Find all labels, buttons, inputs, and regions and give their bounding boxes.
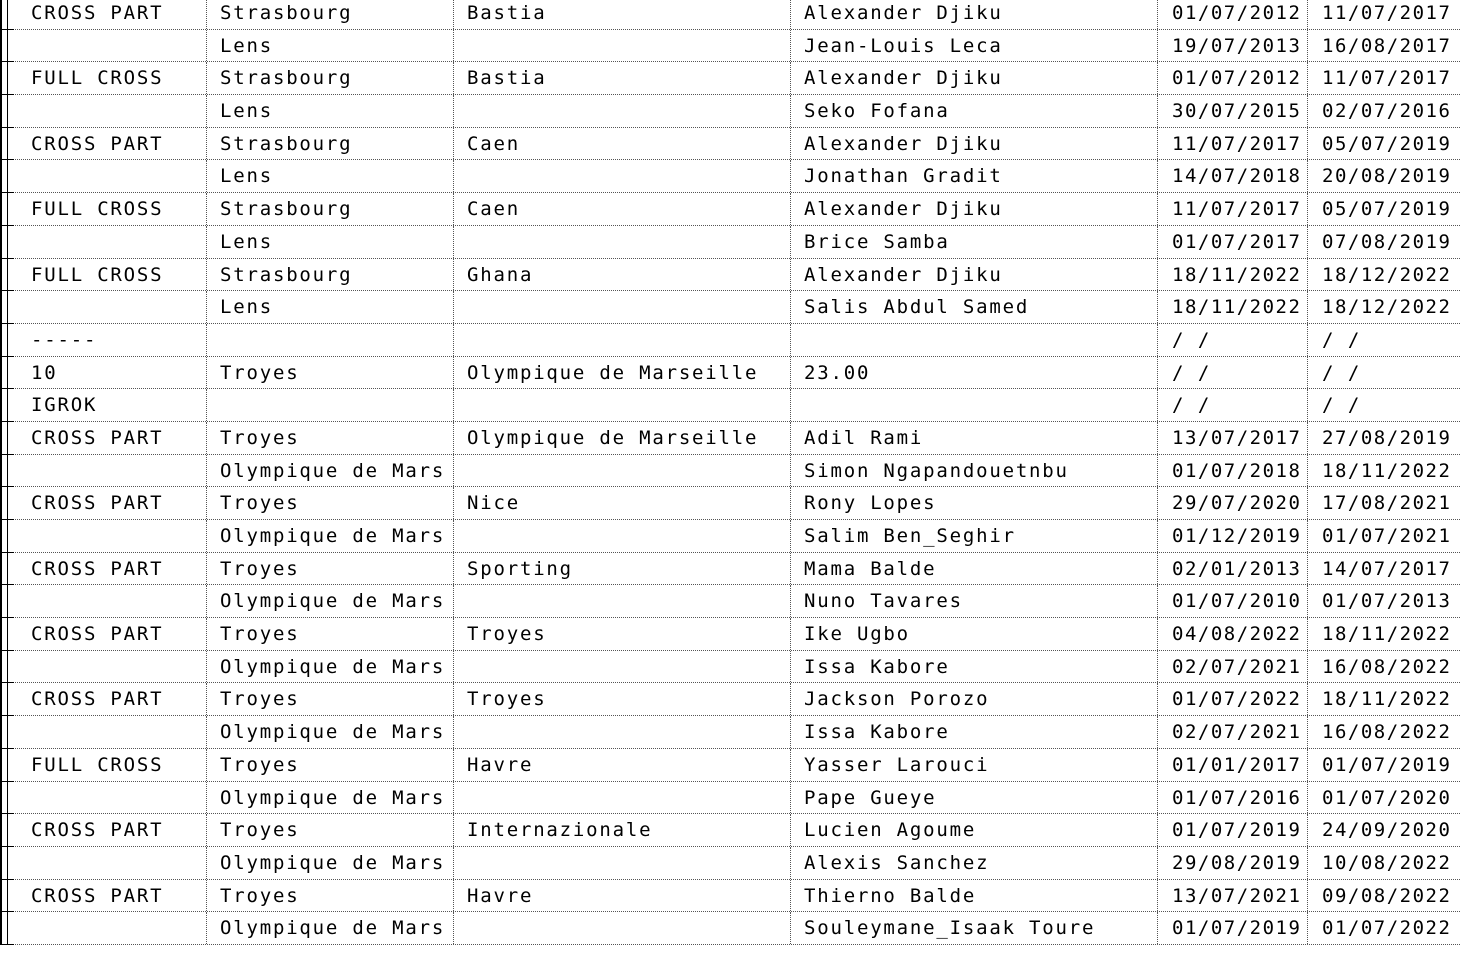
player-cell: Thierno Balde (791, 880, 1158, 912)
other-club-cell (454, 782, 791, 814)
table-row[interactable] (0, 95, 1460, 128)
end-date-cell: 05/07/2019 (1322, 198, 1452, 221)
start-date-cell: 11/07/2017 (1158, 128, 1308, 160)
other-club-cell (454, 585, 791, 617)
club-cell (207, 324, 454, 356)
other-club-cell (454, 716, 791, 748)
end-date-cell: 27/08/2019 (1322, 426, 1452, 449)
table-row[interactable] (0, 193, 1460, 226)
club-cell: Troyes (207, 749, 454, 781)
start-date-cell: 04/08/2022 (1158, 618, 1308, 650)
player-cell: Jean-Louis Leca (791, 30, 1158, 62)
other-club-cell (454, 160, 791, 192)
table-row[interactable] (0, 291, 1460, 324)
end-date-cell: 01/07/2021 (1322, 525, 1452, 547)
player-cell: Alexis Sanchez (791, 847, 1158, 879)
type-cell: CROSS PART (18, 0, 207, 29)
club-cell: Lens (207, 95, 454, 127)
player-cell: Ike Ugbo (791, 618, 1158, 650)
club-cell: Olympique de Mars (207, 651, 454, 683)
table-row[interactable] (0, 30, 1460, 63)
table-row[interactable] (0, 128, 1460, 161)
end-date-cell: 18/11/2022 (1322, 459, 1452, 482)
start-date-cell: 11/07/2017 (1158, 193, 1308, 225)
type-cell (18, 716, 207, 748)
end-date-cell: 01/07/2013 (1322, 590, 1452, 613)
end-date-cell: / / (1322, 328, 1361, 351)
table-row[interactable] (0, 782, 1460, 815)
start-date-cell: 14/07/2018 (1158, 160, 1308, 192)
end-date-cell: 16/08/2022 (1322, 721, 1452, 744)
other-club-cell (454, 651, 791, 683)
club-cell: Olympique de Mars (207, 520, 454, 552)
player-cell: Issa Kabore (791, 716, 1158, 748)
other-club-cell: Ghana (454, 259, 791, 291)
player-cell: Rony Lopes (791, 487, 1158, 519)
other-club-cell: Troyes (454, 683, 791, 715)
type-cell: CROSS PART (18, 422, 207, 454)
other-club-cell (454, 291, 791, 323)
player-cell: Alexander Djiku (791, 0, 1158, 29)
end-date-cell: 24/09/2020 (1322, 819, 1452, 842)
start-date-cell: 01/07/2012 (1158, 0, 1308, 29)
player-cell: Issa Kabore (791, 651, 1158, 683)
start-date-cell: / / (1158, 389, 1308, 421)
type-cell (18, 520, 207, 552)
type-cell: IGROK (18, 389, 207, 421)
player-cell: Brice Samba (791, 226, 1158, 258)
player-cell: Mama Balde (791, 553, 1158, 585)
player-cell (791, 389, 1158, 421)
start-date-cell: 13/07/2017 (1158, 422, 1308, 454)
end-date-cell: 16/08/2022 (1322, 655, 1452, 678)
start-date-cell: 01/12/2019 (1158, 520, 1308, 552)
club-cell: Troyes (207, 422, 454, 454)
player-cell: Jonathan Gradit (791, 160, 1158, 192)
start-date-cell: 02/07/2021 (1158, 651, 1308, 683)
player-cell: Salis Abdul Samed (791, 291, 1158, 323)
other-club-cell (454, 324, 791, 356)
end-date-cell: 01/07/2019 (1322, 753, 1452, 776)
table-row[interactable] (0, 455, 1460, 488)
end-date-cell: 01/07/2022 (1322, 917, 1452, 940)
table-row[interactable] (0, 160, 1460, 193)
club-cell (207, 389, 454, 421)
table-row[interactable] (0, 259, 1460, 292)
player-cell: Souleymane_Isaak Toure (791, 912, 1158, 944)
start-date-cell: 01/07/2012 (1158, 62, 1308, 94)
end-date-cell: 05/07/2019 (1322, 132, 1452, 155)
player-cell: Salim Ben_Seghir (791, 520, 1158, 552)
start-date-cell: 01/07/2017 (1158, 226, 1308, 258)
table-row[interactable] (0, 618, 1460, 651)
end-date-cell: 16/08/2017 (1322, 34, 1452, 57)
club-cell: Strasbourg (207, 259, 454, 291)
other-club-cell: Bastia (454, 62, 791, 94)
type-cell (18, 30, 207, 62)
club-cell: Olympique de Mars (207, 585, 454, 617)
club-cell: Lens (207, 291, 454, 323)
start-date-cell: 01/07/2022 (1158, 683, 1308, 715)
table-row[interactable] (0, 912, 1460, 945)
table-row[interactable] (0, 357, 1460, 390)
club-cell: Olympique de Mars (207, 782, 454, 814)
other-club-cell: Internazionale (454, 814, 791, 846)
other-club-cell: Havre (454, 880, 791, 912)
club-cell: Lens (207, 160, 454, 192)
end-date-cell: 18/11/2022 (1322, 688, 1452, 711)
other-club-cell: Havre (454, 749, 791, 781)
type-cell (18, 226, 207, 258)
type-cell: FULL CROSS (18, 193, 207, 225)
type-cell: CROSS PART (18, 880, 207, 912)
start-date-cell: 19/07/2013 (1158, 30, 1308, 62)
type-cell: FULL CROSS (18, 259, 207, 291)
other-club-cell: Nice (454, 487, 791, 519)
type-cell (18, 160, 207, 192)
end-date-cell: 18/12/2022 (1322, 296, 1452, 319)
player-cell (791, 324, 1158, 356)
start-date-cell: 02/07/2021 (1158, 716, 1308, 748)
club-cell: Lens (207, 226, 454, 258)
start-date-cell: 29/08/2019 (1158, 847, 1308, 879)
club-cell: Olympique de Mars (207, 455, 454, 487)
club-cell: Troyes (207, 683, 454, 715)
club-cell: Olympique de Mars (207, 847, 454, 879)
start-date-cell: 18/11/2022 (1158, 291, 1308, 323)
player-cell: Alexander Djiku (791, 193, 1158, 225)
other-club-cell (454, 520, 791, 552)
type-cell (18, 95, 207, 127)
start-date-cell: 29/07/2020 (1158, 487, 1308, 519)
other-club-cell (454, 95, 791, 127)
type-cell (18, 847, 207, 879)
table-row[interactable] (0, 389, 1460, 422)
start-date-cell: 01/07/2016 (1158, 782, 1308, 814)
table-row[interactable] (0, 226, 1460, 259)
type-cell: CROSS PART (18, 814, 207, 846)
type-cell (18, 912, 207, 944)
start-date-cell: 13/07/2021 (1158, 880, 1308, 912)
table-row[interactable] (0, 553, 1460, 586)
table-row[interactable] (0, 585, 1460, 618)
end-date-cell: 01/07/2020 (1322, 786, 1452, 809)
other-club-cell (454, 847, 791, 879)
start-date-cell: 01/07/2018 (1158, 455, 1308, 487)
club-cell: Strasbourg (207, 193, 454, 225)
player-cell: Yasser Larouci (791, 749, 1158, 781)
table-row[interactable] (0, 324, 1460, 357)
other-club-cell: Caen (454, 128, 791, 160)
other-club-cell: Olympique de Marseille (454, 357, 791, 389)
end-date-cell: 07/08/2019 (1322, 230, 1452, 253)
club-cell: Olympique de Mars (207, 912, 454, 944)
type-cell: CROSS PART (18, 487, 207, 519)
player-cell: Pape Gueye (791, 782, 1158, 814)
table-row[interactable] (0, 62, 1460, 95)
club-cell: Strasbourg (207, 0, 454, 29)
player-cell: Alexander Djiku (791, 62, 1158, 94)
start-date-cell: / / (1158, 357, 1308, 389)
table-row[interactable] (0, 520, 1460, 553)
other-club-cell (454, 226, 791, 258)
type-cell (18, 291, 207, 323)
table-row[interactable] (0, 880, 1460, 913)
player-cell: Nuno Tavares (791, 585, 1158, 617)
player-cell: 23.00 (791, 357, 1158, 389)
table-row[interactable] (0, 847, 1460, 880)
start-date-cell: 01/07/2019 (1158, 814, 1308, 846)
start-date-cell: 01/07/2010 (1158, 585, 1308, 617)
end-date-cell: 09/08/2022 (1322, 884, 1452, 907)
table-row[interactable] (0, 683, 1460, 716)
other-club-cell: Caen (454, 193, 791, 225)
type-cell: FULL CROSS (18, 749, 207, 781)
player-cell: Alexander Djiku (791, 128, 1158, 160)
start-date-cell: / / (1158, 324, 1308, 356)
player-cell: Seko Fofana (791, 95, 1158, 127)
other-club-cell: Troyes (454, 618, 791, 650)
type-cell: CROSS PART (18, 683, 207, 715)
player-cell: Lucien Agoume (791, 814, 1158, 846)
start-date-cell: 02/01/2013 (1158, 553, 1308, 585)
end-date-cell: 02/07/2016 (1322, 100, 1452, 123)
club-cell: Troyes (207, 487, 454, 519)
end-date-cell: 10/08/2022 (1322, 851, 1452, 874)
other-club-cell (454, 30, 791, 62)
type-cell (18, 455, 207, 487)
table-row[interactable] (0, 0, 1460, 30)
type-cell (18, 585, 207, 617)
other-club-cell (454, 912, 791, 944)
other-club-cell: Bastia (454, 0, 791, 29)
end-date-cell: 18/11/2022 (1322, 623, 1452, 646)
club-cell: Olympique de Mars (207, 716, 454, 748)
end-date-cell: 11/07/2017 (1322, 67, 1452, 90)
other-club-cell: Olympique de Marseille (454, 422, 791, 454)
club-cell: Lens (207, 30, 454, 62)
end-date-cell: 20/08/2019 (1322, 165, 1452, 188)
club-cell: Troyes (207, 814, 454, 846)
type-cell: 10 (18, 357, 207, 389)
end-date-cell: 11/07/2017 (1322, 2, 1452, 24)
start-date-cell: 30/07/2015 (1158, 95, 1308, 127)
other-club-cell (454, 455, 791, 487)
club-cell: Strasbourg (207, 128, 454, 160)
table-row[interactable] (0, 749, 1460, 782)
start-date-cell: 01/07/2019 (1158, 912, 1308, 944)
club-cell: Troyes (207, 880, 454, 912)
type-cell (18, 651, 207, 683)
table-row[interactable] (0, 651, 1460, 684)
club-cell: Troyes (207, 553, 454, 585)
type-cell: CROSS PART (18, 128, 207, 160)
type-cell: CROSS PART (18, 553, 207, 585)
club-cell: Troyes (207, 357, 454, 389)
player-cell: Jackson Porozo (791, 683, 1158, 715)
type-cell (18, 782, 207, 814)
club-cell: Troyes (207, 618, 454, 650)
end-date-cell: / / (1322, 361, 1361, 384)
table-row[interactable] (0, 716, 1460, 749)
start-date-cell: 01/01/2017 (1158, 749, 1308, 781)
player-cell: Simon Ngapandouetnbu (791, 455, 1158, 487)
end-date-cell: / / (1322, 394, 1361, 417)
type-cell: CROSS PART (18, 618, 207, 650)
other-club-cell (454, 389, 791, 421)
end-date-cell: 17/08/2021 (1322, 492, 1452, 515)
type-cell: FULL CROSS (18, 62, 207, 94)
player-cell: Adil Rami (791, 422, 1158, 454)
other-club-cell: Sporting (454, 553, 791, 585)
type-cell: ----- (18, 324, 207, 356)
table-row[interactable] (0, 422, 1460, 455)
table-row[interactable] (0, 814, 1460, 847)
end-date-cell: 14/07/2017 (1322, 557, 1452, 580)
start-date-cell: 18/11/2022 (1158, 259, 1308, 291)
end-date-cell: 18/12/2022 (1322, 263, 1452, 286)
player-cell: Alexander Djiku (791, 259, 1158, 291)
table-row[interactable] (0, 487, 1460, 520)
club-cell: Strasbourg (207, 62, 454, 94)
